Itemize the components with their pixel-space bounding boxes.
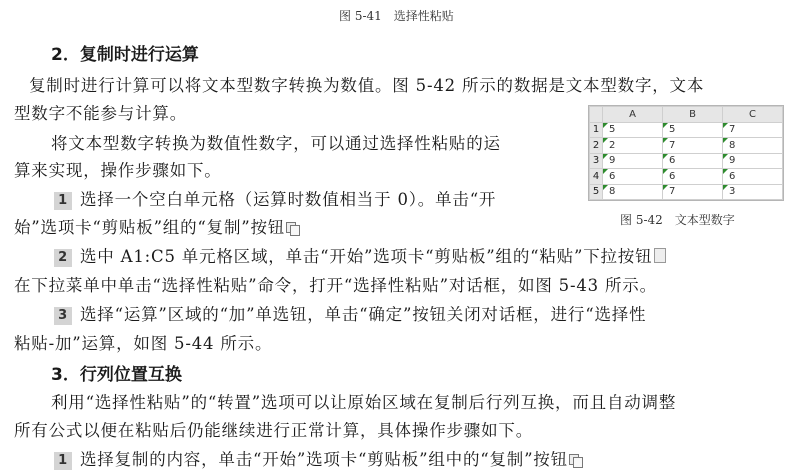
sheet-col-header-a: A	[603, 107, 663, 123]
sheet-col-header-b: B	[663, 107, 723, 123]
sheet-cell: 6	[663, 169, 723, 185]
sheet-cell: 9	[603, 153, 663, 169]
sheet-row	[590, 184, 783, 200]
step-2-line2: 在下拉菜单中单击“选择性粘贴”命令，打开“选择性粘贴”对话框，如图 5-43 所示。	[14, 276, 657, 295]
copy-icon	[286, 222, 300, 234]
sheet-column-header-row	[590, 107, 783, 123]
sheet-cell: 7	[723, 122, 783, 138]
figure-5-41-caption: 图 5-41 选择性粘贴	[339, 9, 454, 23]
copy-icon	[569, 454, 583, 466]
section-2-para2-line1: 将文本型数字转换为数值性数字，可以通过选择性粘贴的运	[51, 134, 501, 153]
figure-5-42-caption: 图 5-42 文本型数字	[620, 213, 735, 227]
step-3-line2: 粘贴-加”运算，如图 5-44 所示。	[14, 334, 273, 353]
step-3-line1	[54, 301, 646, 325]
sheet-cell: 2	[603, 138, 663, 154]
sheet-row	[590, 153, 783, 169]
sheet-cell: 7	[663, 138, 723, 154]
sheet-cell: 8	[723, 138, 783, 154]
paste-icon	[654, 248, 666, 263]
sheet-cell: 6	[603, 169, 663, 185]
section-3-heading: 3．行列位置互换	[51, 365, 182, 385]
section-2-para1-line2: 型数字不能参与计算。	[14, 104, 187, 123]
sheet-row-header: 4	[590, 169, 603, 185]
sheet-cell: 6	[663, 153, 723, 169]
sheet-cell: 5	[603, 122, 663, 138]
section-3-step-1-text: 选择复制的内容，单击“开始”选项卡“剪贴板”组中的“复制”按钮	[80, 450, 568, 469]
section-3-step-1	[54, 446, 583, 470]
step-1-text: 选择一个空白单元格（运算时数值相当于 0）。单击“开	[80, 190, 497, 209]
step-1-number-badge: 1	[54, 192, 72, 210]
step-1-line2	[14, 214, 300, 238]
section-3-para-line1: 利用“选择性粘贴”的“转置”选项可以让原始区域在复制后行列互换，而且自动调整	[51, 393, 677, 412]
section-3-step-1-number-badge: 1	[54, 452, 72, 470]
figure-5-42-spreadsheet	[588, 105, 784, 201]
step-3-number-badge: 3	[54, 307, 72, 325]
step-3-text: 选择“运算”区域的“加”单选钮，单击“确定”按钮关闭对话框，进行“选择性	[80, 305, 647, 324]
sheet-row	[590, 169, 783, 185]
step-1-line1	[54, 186, 496, 210]
sheet-row-header: 3	[590, 153, 603, 169]
sheet-cell: 7	[663, 184, 723, 200]
sheet-cell: 8	[603, 184, 663, 200]
sheet-corner	[590, 107, 603, 123]
section-3-para-line2: 所有公式以便在粘贴后仍能继续进行正常计算，具体操作步骤如下。	[14, 421, 533, 440]
sheet-col-header-c: C	[723, 107, 783, 123]
sheet-row	[590, 138, 783, 154]
sheet-cell: 5	[663, 122, 723, 138]
section-2-para2-line2: 算来实现，操作步骤如下。	[14, 161, 222, 180]
step-2-number-badge: 2	[54, 249, 72, 267]
step-1-text-cont: 始”选项卡“剪贴板”组的“复制”按钮	[14, 218, 286, 237]
sheet-row	[590, 122, 783, 138]
section-2-heading: 2．复制时进行运算	[51, 45, 199, 65]
sheet-cell: 9	[723, 153, 783, 169]
sheet-cell: 3	[723, 184, 783, 200]
sheet-row-header: 5	[590, 184, 603, 200]
sheet-cell: 6	[723, 169, 783, 185]
sheet-row-header: 1	[590, 122, 603, 138]
step-2-text: 选中 A1:C5 单元格区域，单击“开始”选项卡“剪贴板”组的“粘贴”下拉按钮	[80, 247, 653, 266]
step-2-line1	[54, 243, 666, 267]
sheet-row-header: 2	[590, 138, 603, 154]
section-2-para1-line1: 复制时进行计算可以将文本型数字转换为数值。图 5-42 所示的数据是文本型数字，文本	[29, 76, 705, 95]
